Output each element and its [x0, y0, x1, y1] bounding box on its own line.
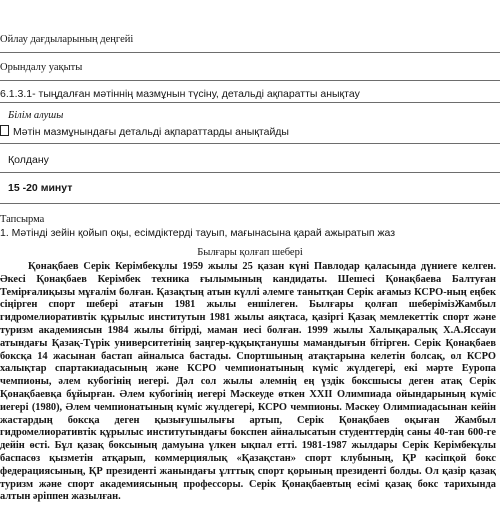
passage-body: Қонақбаев Серік Керімбекұлы 1959 жылы 25 қазан күні Павлодар қаласында дүниеге келген. Әкесі Қонақбаев Керімбек техника ғылымының кандидаты. Шешесі Қонақбаева Балтуған Темірғалиқызы мұғалім болған. Қазақтың атын күллі әлемге танытқан Серік ағамыз КСРО-ның еңбек сіңірген спорт шебері атағын 1981 жылы еншілеген. Былғары қолғап шеберімізЖамбыл гидромелиоративтік құрылыс институтын 1981 жылы аяқтаса, қазіргі Қазақ мемлекеттік спорт және туризм академиясын 1984 жылы бітірді, маман иесі болған. 1999 жылы Халықаралық Х.А.Яссауи атындағы Қазақ-Түрік университетінің заңгер-құқықтанушы мамандығын бітірген. Серік Қонақбаев боксқа 14 жасынан бастап айналыса бастады. Спортшының атақтарына келетін болсақ, ол КСРО халықтар спартакиадасының және КСРО чемпионатының күміс жүлдегері, екі мәрте Еуропа чемпионы, әлем кубогінің иегері. Дәл сол жылы әлемнің ең үздік боксшысы деген атақ Серік Қонақбаевқа бұйырған. Әлем кубогінің иегері Мәскеуде өткен XXII Олимпиада ойындарының күміс иегері (1980), Әлем чемпионатының күміс жүлдегері, КСРО чемпионы. Мәскеу Олимпиадасынан кейін жастардың боксқа деген қызығушылығы артып, Серік Қонақбаев оқыған Жамбыл гидромелиоративтік құрылыс институтындағы бокспен айналысатын студенттердің саны 40-тан 600-ге дейін өсті. Бұл қазақ боксының дамуына үлкен ықпал етті. 1981-1987 жылдары Серік Керімбекұлы баспасөз қызметін атқарып, коммерциялық «Қазақстан» спорт клубының, ҚР кәсіпқой бокс федерациясының, ҚР президенті жанындағы ұлттық спорт қорының президенті болды. Ол қазір қазақ туризм және спорт академиясының профессоры. Серік Қонақбаевтың есімі қазақ бокс тарихында алтын әріппен жазылған.	[0, 261, 496, 503]
success-criteria-label: Білім алушы	[8, 110, 64, 121]
task-instruction: 1. Мәтінді зейін қойып оқы, есімдіктерді тауып, мағынасына қарай ажыратып жаз	[0, 227, 396, 239]
thinking-level: Қолдану	[8, 154, 49, 166]
divider	[0, 80, 500, 81]
task-label: Тапсырма	[0, 214, 45, 225]
duration-label: Орындалу уақыты	[0, 62, 83, 73]
divider	[0, 143, 500, 144]
success-criteria-text: Мәтін мазмұнындағы детальді ақпараттарды анықтайды	[13, 126, 289, 138]
skill-level-label: Ойлау дағдыларының деңгейі	[0, 34, 134, 45]
success-criteria-item	[0, 125, 289, 138]
learning-objective: 6.1.3.1- тыңдалған мәтіннің мазмұнын түсіну, детальді ақпаратты анықтау	[0, 88, 360, 100]
divider	[0, 203, 500, 204]
passage-title: Былғары қолғап шебері	[197, 247, 303, 258]
divider	[0, 52, 500, 53]
checkbox-icon	[0, 125, 9, 136]
divider	[0, 102, 500, 103]
divider	[0, 172, 500, 173]
time-value: 15 -20 минут	[8, 182, 73, 194]
